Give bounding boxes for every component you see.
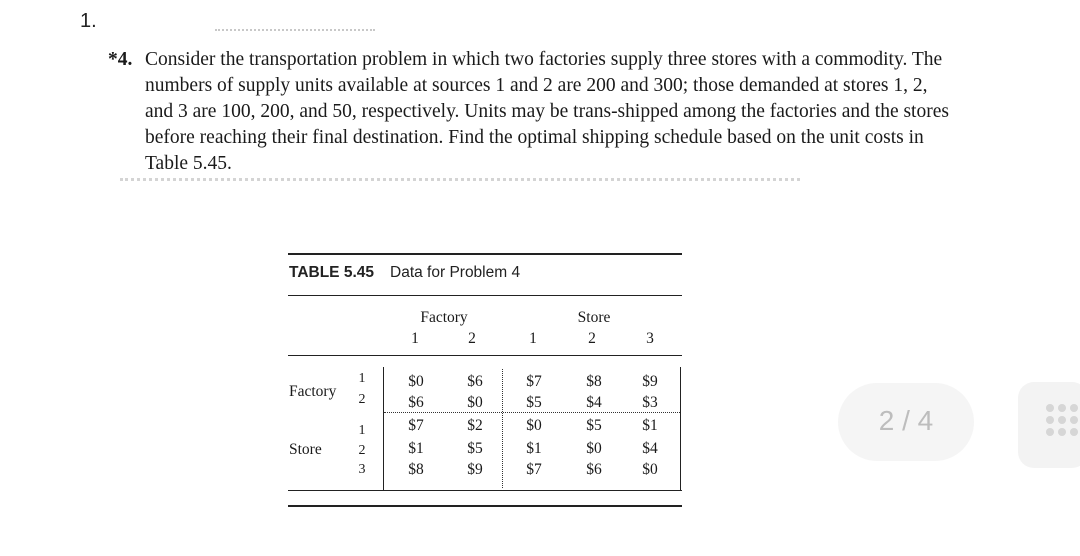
cost-cell: $6 [408,394,424,411]
row-number: 3 [358,462,366,477]
table-bottom-rule [288,490,682,491]
cost-cell: $8 [586,373,602,390]
cost-cell: $5 [467,440,483,457]
factory-store-divider [502,369,503,488]
table-header-rule [288,295,682,296]
table-right-border [680,367,681,490]
cost-cell: $4 [642,440,658,457]
cost-cell: $1 [526,440,542,457]
row-group-store: Store [289,441,322,458]
cost-cell: $8 [408,461,424,478]
table-caption [289,264,520,282]
body-top-rule [288,355,682,356]
factory-row-divider [384,412,680,413]
cost-cell: $1 [642,417,658,434]
cost-cell: $0 [642,461,658,478]
problem-text: Consider the transportation problem in which two factories supply three stores with a commodity. The numbers of supply units available at sources 1 and 2 are 200 and 300; those demanded at stores 1, 2, and 3 are 100, 200, and 50, respectively. Units may be trans-shipped among the factories and the stores before reaching their final destination. Find the optimal shipping schedule based on the unit costs in Table 5.45. [145,49,949,174]
cost-cell: $3 [642,394,658,411]
cost-cell: $0 [408,373,424,390]
table-left-border [383,367,384,490]
col-number: 1 [411,330,419,347]
cost-cell: $0 [467,394,483,411]
page-indicator[interactable] [838,383,974,461]
cost-cell: $0 [586,440,602,457]
cost-cell: $9 [467,461,483,478]
page-indicator-label: 2 / 4 [878,405,934,436]
cost-cell: $2 [467,417,483,434]
cost-cell: $1 [408,440,424,457]
cost-cell: $5 [586,417,602,434]
cost-cell: $5 [526,394,542,411]
cropped-text-bottom [120,178,800,191]
col-number: 2 [588,330,596,347]
problem-statement [108,47,958,177]
table-footer-rule [288,505,682,507]
col-number: 2 [468,330,476,347]
cost-cell: $7 [526,373,542,390]
row-number: 1 [358,371,366,386]
col-number: 3 [646,330,654,347]
col-group-factory: Factory [420,309,468,326]
col-number: 1 [529,330,537,347]
cost-cell: $7 [408,417,424,434]
cost-cell: $6 [467,373,483,390]
grid-menu-button[interactable] [1018,382,1080,468]
row-group-factory: Factory [289,383,337,400]
table-label: TABLE 5.45 [289,264,374,281]
question-number: 1. [80,10,97,32]
col-group-store: Store [577,309,611,326]
table-top-rule [288,253,682,255]
row-number: 1 [358,423,366,438]
row-number: 2 [358,443,366,458]
cost-cell: $0 [526,417,542,434]
cost-cell: $4 [586,394,602,411]
cost-cell: $7 [526,461,542,478]
table-title: Data for Problem 4 [390,264,521,281]
problem-number: *4. [108,49,133,70]
grid-menu-icon [1046,404,1078,436]
cropped-text-top [215,29,375,35]
cost-cell: $6 [586,461,602,478]
cost-cell: $9 [642,373,658,390]
row-number: 2 [358,392,366,407]
